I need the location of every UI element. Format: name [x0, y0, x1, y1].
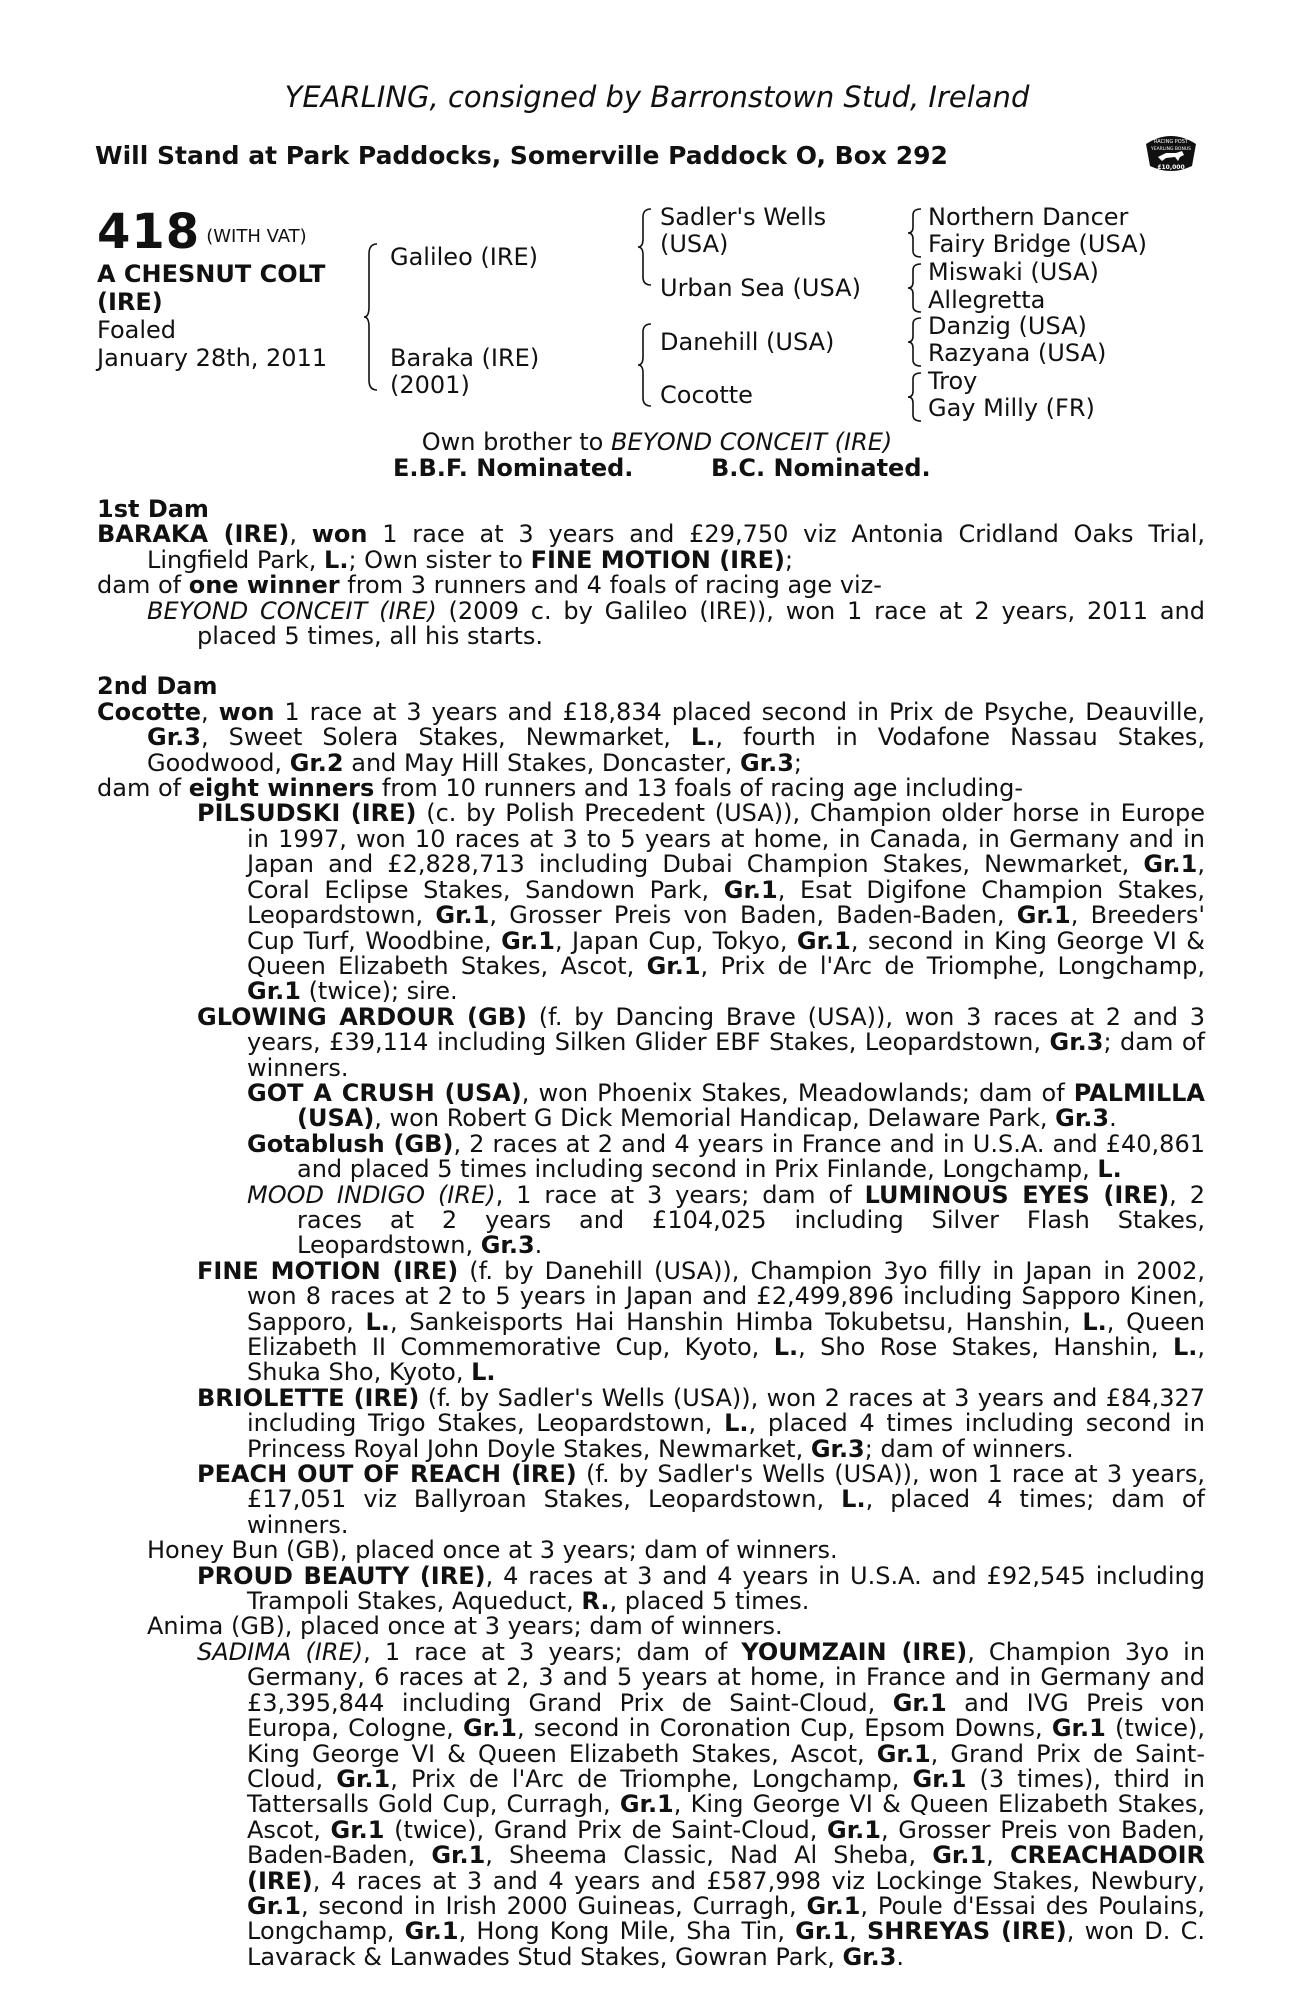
progeny-anima: Anima (GB), placed once at 3 years; dam of winners.: [147, 1612, 783, 1641]
progeny-glowing-ardour: GLOWING ARDOUR (GB) (f. by Dancing Brave (USA)), won 3 races at 2 and 3 years, £39,114 including Silken Glider EBF Stakes, Leopardstown, Gr.3; dam of winners.: [197, 1002, 1205, 1082]
sire-sire-line2: (USA): [660, 230, 729, 258]
lot-number: 418: [97, 204, 201, 260]
ddd-name: Gay Milly (FR): [928, 394, 1095, 422]
bc-nominated: B.C. Nominated.: [711, 454, 931, 482]
badge-mid-text: YEARLING BONUS: [1151, 147, 1191, 152]
lot-number-block: [97, 204, 307, 260]
own-brother-note: Own brother to BEYOND CONCEIT (IRE): [421, 428, 893, 456]
progeny-proud-beauty: PROUD BEAUTY (IRE), 4 races at 3 and 4 years in U.S.A. and £92,545 including Trampoli Stakes, Aqueduct, R., placed 5 times.: [197, 1561, 1205, 1616]
sds-name: Miswaki (USA): [928, 258, 1099, 286]
location-heading: Will Stand at Park Paddocks, Somerville Paddock O, Box 292: [95, 141, 948, 170]
progeny-fine-motion: FINE MOTION (IRE) (f. by Danehill (USA)), Champion 3yo filly in Japan in 2002, won 8 races at 2 to 5 years in Japan and £2,499,896 including Sapporo Kinen, Sapporo, L., Sankeisports Hai Hanshin Himba Tokubetsu, Hanshin, L., Queen Elizabeth II Commemorative Cup, Kyoto, L., Sho Rose Stakes, Hanshin, L., Shuka Sho, Kyoto, L.: [197, 1256, 1206, 1387]
foaled-label: Foaled: [97, 316, 177, 344]
ssd-name: Fairy Bridge (USA): [928, 230, 1147, 258]
second-dam-produce: dam of eight winners from 10 runners and 13 foals of racing age including-: [97, 774, 1023, 803]
brace-icon: [907, 262, 923, 314]
second-dam-heading: 2nd Dam: [97, 672, 218, 701]
dam-year: (2001): [390, 371, 470, 399]
brace-icon: [637, 322, 653, 408]
own-brother-name: BEYOND CONCEIT (IRE): [610, 428, 893, 456]
first-dam-progeny: BEYOND CONCEIT (IRE) (2009 c. by Galileo (IRE)), won 1 race at 2 years, 2011 and placed 5 times, all his starts.: [147, 596, 1205, 651]
brace-icon: [907, 371, 923, 423]
vat-note: (WITH VAT): [206, 226, 307, 247]
sdd-name: Allegretta: [928, 286, 1046, 314]
brace-icon: [907, 316, 923, 368]
progeny-got-a-crush: GOT A CRUSH (USA), won Phoenix Stakes, Meadowlands; dam of PALMILLA (USA), won Robert G Dick Memorial Handicap, Delaware Park, Gr.3.: [247, 1078, 1205, 1133]
progeny-sadima: SADIMA (IRE), 1 race at 3 years; dam of YOUMZAIN (IRE), Champion 3yo in Germany, 6 races at 2, 3 and 5 years at home, in France and in Germany and £3,395,844 including Grand Prix de Saint-Cloud, Gr.1 and IVG Preis von Europa, Cologne, Gr.1, second in Coronation Cup, Epsom Downs, Gr.1 (twice), King George VI & Queen Elizabeth Stakes, Ascot, Gr.1, Grand Prix de Saint-Cloud, Gr.1, Prix de l'Arc de Triomphe, Longchamp, Gr.1 (3 times), third in Tattersalls Gold Cup, Curragh, Gr.1, King George VI & Queen Elizabeth Stakes, Ascot, Gr.1 (twice), Grand Prix de Saint-Cloud, Gr.1, Grosser Preis von Baden, Baden-Baden, Gr.1, Sheema Classic, Nad Al Sheba, Gr.1, CREACHADOIR (IRE), 4 races at 3 and 4 years and £587,998 viz Lockinge Stakes, Newbury, Gr.1, second in Irish 2000 Guineas, Curragh, Gr.1, Poule d'Essai des Poulains, Longchamp, Gr.1, Hong Kong Mile, Sha Tin, Gr.1, SHREYAS (IRE), won D. C. Lavarack & Lanwades Stud Stakes, Gowran Park, Gr.3.: [197, 1637, 1206, 1971]
first-dam-produce: dam of one winner from 3 runners and 4 foals of racing age viz-: [97, 571, 882, 600]
progeny-pilsudski: PILSUDSKI (IRE) (c. by Polish Precedent (USA)), Champion older horse in Europe in 1997, won 10 races at 3 to 5 years at home, in Canada, in Germany and in Japan and £2,828,713 including Dubai Champion Stakes, Newmarket, Gr.1, Coral Eclipse Stakes, Sandown Park, Gr.1, Esat Digifone Champion Stakes, Leopardstown, Gr.1, Grosser Preis von Baden, Baden-Baden, Gr.1, Breeders' Cup Turf, Woodbine, Gr.1, Japan Cup, Tokyo, Gr.1, second in King George VI & Queen Elizabeth Stakes, Ascot, Gr.1, Prix de l'Arc de Triomphe, Longchamp, Gr.1 (twice); sire.: [197, 799, 1206, 1006]
progeny-mood-indigo: MOOD INDIGO (IRE), 1 race at 3 years; dam of LUMINOUS EYES (IRE), 2 races at 2 years and £104,025 including Silver Flash Stakes, Leopardstown, Gr.3.: [247, 1180, 1206, 1260]
first-dam-record: BARAKA (IRE), won 1 race at 3 years and £29,750 viz Antonia Cridland Oaks Trial, Lingfield Park, L.; Own sister to FINE MOTION (IRE);: [97, 520, 1205, 574]
progeny-peach-out-of-reach: PEACH OUT OF REACH (IRE) (f. by Sadler's Wells (USA)), won 1 race at 3 years, £17,051 viz Ballyroan Stakes, Leopardstown, L., placed 4 times; dam of winners.: [197, 1460, 1205, 1539]
sire-sire-line1: Sadler's Wells: [660, 203, 827, 231]
dam-sire: Danehill (USA): [660, 328, 835, 356]
first-dam-heading: 1st Dam: [97, 495, 209, 523]
brace-icon: [637, 207, 653, 287]
dam-dam: Cocotte: [660, 381, 753, 409]
ebf-nominated: E.B.F. Nominated.: [393, 454, 634, 482]
consignment-heading: YEARLING, consigned by Barronstown Stud, Ireland: [284, 80, 1030, 114]
sss-name: Northern Dancer: [928, 203, 1129, 231]
brace-icon: [363, 242, 379, 392]
badge-amount-text: £10,000: [1157, 164, 1185, 171]
progeny-briolette: BRIOLETTE (IRE) (f. by Sadler's Wells (USA)), won 2 races at 3 years and £84,327 including Trigo Stakes, Leopardstown, L., placed 4 times including second in Princess Royal John Doyle Stakes, Newmarket, Gr.3; dam of winners.: [197, 1383, 1206, 1463]
brace-icon: [907, 207, 923, 259]
foaled-date: January 28th, 2011: [97, 344, 328, 372]
sire-name: Galileo (IRE): [390, 243, 539, 271]
second-dam-record: Cocotte, won 1 race at 3 years and £18,834 placed second in Prix de Psyche, Deauville, Gr.3, Sweet Solera Stakes, Newmarket, L., fourth in Vodafone Nassau Stakes, Goodwood, Gr.2 and May Hill Stakes, Doncaster, Gr.3;: [97, 697, 1205, 777]
lot-title-line1: A CHESNUT COLT: [97, 260, 326, 288]
sire-dam: Urban Sea (USA): [660, 274, 861, 302]
dss-name: Danzig (USA): [928, 312, 1087, 340]
catalogue-body: [97, 497, 1205, 1970]
badge-top-text: RACING POST: [1154, 139, 1188, 145]
dam-name: Baraka (IRE): [390, 344, 540, 372]
lot-description: [97, 260, 327, 372]
progeny-gotablush: Gotablush (GB), 2 races at 2 and 4 years in France and in U.S.A. and £40,861 and placed 5 times including second in Prix Finlande, Longchamp, L.: [247, 1129, 1205, 1184]
dsd-name: Razyana (USA): [928, 339, 1107, 367]
dds-name: Troy: [928, 367, 978, 395]
yearling-bonus-badge: [1142, 130, 1200, 174]
progeny-honey-bun: Honey Bun (GB), placed once at 3 years; dam of winners.: [147, 1536, 838, 1565]
lot-title-line2: (IRE): [97, 288, 163, 316]
